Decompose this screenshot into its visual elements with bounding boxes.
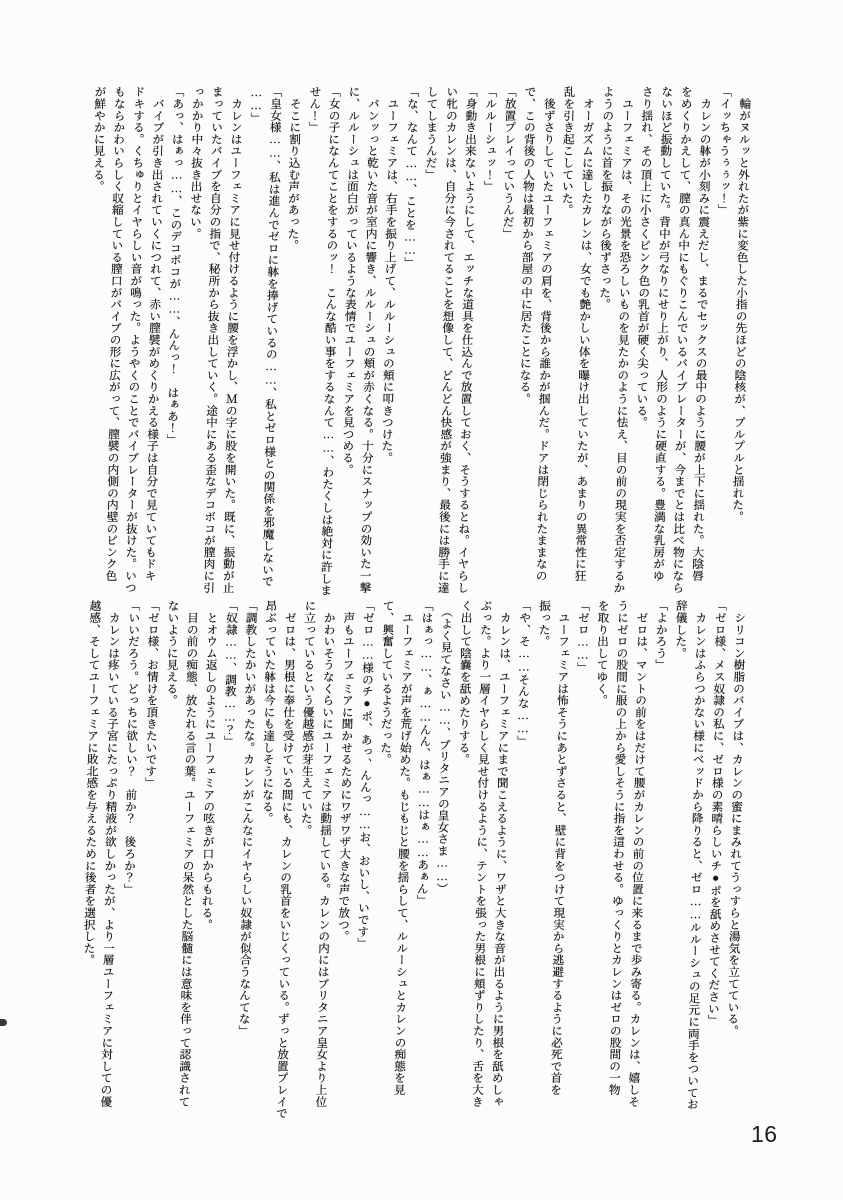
text-column: ドキする。くちゅりとイヤらしい音が鳴った。ようやくのことでバイブレーターが抜けた。いつ bbox=[124, 86, 147, 594]
text-column: カレンはユーフェミアに見せ付けるように腰を浮かし、Ｍの字に股を開いた。既に、振動が止 bbox=[221, 86, 244, 594]
text-column: ぶった。より一層イヤらしく見せ付けるように、テントを張った男根に頬ずりしたり、舌を大き bbox=[471, 600, 493, 1108]
text-column: ないように見える。 bbox=[165, 600, 181, 707]
text-column: ……」 bbox=[249, 86, 264, 125]
text-column: してしまうんだ」 bbox=[424, 86, 440, 181]
text-column: をめくりかえして、膣の真ん中にもぐりこんでいるバイブレーターが、今までとは比べ物になら bbox=[671, 86, 694, 594]
text-column: かわいそうなくらいにユーフェミアは動揺している。カレンの内にはブリタニア皇女より上位 bbox=[314, 600, 337, 1108]
text-column: 「あっ、はぁっ……、このデコボコが……、んんっ！ はぁあ！」 bbox=[165, 86, 186, 446]
text-column: 「はぁっ……、ぁ……んん、はぁ……はぁ……あぁん」 bbox=[415, 600, 435, 907]
text-column: っかかり中々抜き出せない。 bbox=[189, 86, 205, 240]
text-column: 「奴隷……、調教……？」 bbox=[223, 600, 239, 748]
text-column: 振った。 bbox=[537, 600, 552, 648]
text-column: 乱を引き起こしていた。 bbox=[560, 86, 577, 216]
text-column: もならかわいらしく収縮している膣口がバイブの形に広がって、膣襞の内側の内壁のピンク色 bbox=[104, 86, 127, 582]
text-column: ユーフェミアは怖そうにあとずさると、壁に背をつけて現実から逃避するように必死で首を bbox=[549, 600, 572, 1096]
text-column: 「皇女様……、私は進んでゼロに躰を捧げているの……、私とゼロ様との関係を邪魔しないで bbox=[261, 86, 283, 588]
text-column: 「ルルーシュッ！」 bbox=[483, 86, 498, 193]
text-column: ゼロは、男根に奉仕を受けている間にも、カレンの乳首をいじくっている。ずっと放置プレイで bbox=[275, 600, 298, 1120]
text-column: まっていたバイブを自分の指で、秘所から抜き出していく。途中にある歪なデコボコが膣肉に引 bbox=[202, 86, 225, 594]
text-column: ようのように首を振りながら後ずさった。 bbox=[598, 86, 616, 311]
text-column: い牝のカレンは、自分に今されてることを想像して、どんどん快感が強まり、最後には勝手に達 bbox=[436, 86, 459, 594]
text-column: 「放置プレイっていうんだ」 bbox=[501, 86, 518, 240]
text-column: 「身動き出来ないようにして、エッチな道具を仕込んで放置しておく、そうするとね。イヤらし bbox=[456, 86, 479, 594]
text-column: カレンは疼いている子宮にたっぷり精液が欲しかったが、より一層ユーフェミアに対しての優 bbox=[99, 600, 122, 1108]
text-column: ユーフェミアが声を荒げ始めた。もじもじと腰を揺らして、ルルーシュとカレンの痴態を見 bbox=[393, 600, 415, 1096]
text-column: うにゼロの股間に服の上から愛しそうに指を這わせる。ゆっくりとカレンはゼロの股間の一物 bbox=[608, 600, 630, 1096]
text-column: せん！」 bbox=[308, 86, 322, 134]
text-column: バイブが引き出されていくにつれて、赤い膣襞がめくりかえる様子は自分で見ていてもドキ bbox=[143, 86, 166, 582]
text-column: カレンは、ユーフェミアにまで聞こえるように、ワザと大きな音が出るように男根を舐めしゃ bbox=[490, 600, 513, 1108]
text-column: 「ゼロ……」 bbox=[576, 600, 591, 674]
text-column: を取り出してゆく。 bbox=[595, 600, 611, 707]
text-column: 「いいだろう。どっちに欲しい？ 前か？ 後ろか？」 bbox=[122, 600, 142, 895]
text-column: 目の前の痴態、放たれる言の葉。ユーフェミアの呆然とした脳髄には意味を伴って認識されて bbox=[177, 600, 200, 1108]
text-block-top bbox=[82, 86, 755, 597]
text-column: 「女の子になんてことをするのッ！ こんな酷い事をするなんて……、わたくしは絶対に許しま bbox=[319, 86, 342, 597]
text-column: 越感、そしてユーフェミアに敗北感を与えるために後者を選択した。 bbox=[82, 600, 102, 966]
text-block-bottom bbox=[77, 600, 750, 1120]
text-column: ユーフェミアは、その光景を恐ろしいものを見たかのように怯え、目の前の現実を否定するか bbox=[612, 86, 635, 594]
text-column: ゼロは、マントの前をはだけて腰がカレンの前の位置に来るまで歩み寄る。カレンは、嬉しそ bbox=[627, 600, 650, 1108]
text-column: に、ルルーシュは面白がっているような表情でユーフェミアを見つめる。 bbox=[341, 86, 362, 476]
text-column: が鮮やかに見える。 bbox=[92, 86, 107, 193]
text-column: 後ずさりしていたユーフェミアの肩を、背後から誰かが掴んだ。ドアは閉じられたままなの bbox=[534, 86, 557, 582]
text-column: そこに割り込む声があった。 bbox=[286, 86, 303, 252]
text-column: 「や、そ……そんな……」 bbox=[516, 600, 532, 748]
text-column: 「ゼロ様、お情けを頂きたいです」 bbox=[144, 600, 161, 789]
page-number: 16 bbox=[751, 1121, 778, 1147]
text-column: 「イッちゃうぅぅッ！」 bbox=[717, 86, 733, 216]
text-column: ユーフェミアは、右手を振り上げて、ルルーシュの頬に叩きつけた。 bbox=[380, 86, 401, 464]
scan-artifact-speck bbox=[0, 1019, 7, 1026]
text-column: （よく見てなさい……、ブリタニアの皇女さま……） bbox=[435, 600, 454, 895]
text-column: オーガズムに達したカレンは、女でも艶かしい体を曝け出していたが、あまりの異常性に狂 bbox=[573, 86, 596, 582]
text-column: 輪がヌルッと外れたが紫に変色した小指の先ほどの陰核が、プルプルと揺れた。 bbox=[731, 86, 752, 523]
text-column: 「な、なんて……、ことを……」 bbox=[403, 86, 420, 269]
text-column: 「ゼロ様、メス奴隷の私に、ゼロ様の素晴らしいチ●ポを舐めさせてください」 bbox=[707, 600, 728, 1027]
text-column: シリコン樹脂のバイブは、カレンの蜜にまみれてうっすらと湯気を立てている。 bbox=[726, 600, 747, 1037]
text-column: に立っているという優越感が芽生えていた。 bbox=[299, 600, 317, 836]
text-column: 昂ぶっていた躰は今にも達しそうになる。 bbox=[260, 600, 278, 825]
text-column: とオウム返しのようにユーフェミアの呟きが口からもれる。 bbox=[200, 600, 220, 931]
text-column: 「調教したかいがあったな。カレンがこんなにイヤらしい奴隷が似合うなんてな」 bbox=[237, 600, 259, 1037]
text-column: カレンの躰が小刻みに震えだし、まるでセックスの最中のように腰が上下に揺れた。大陰唇 bbox=[691, 86, 713, 582]
text-column: く出して陰嚢を舐めたりする。 bbox=[457, 600, 474, 766]
text-column: 「よかろう」 bbox=[654, 600, 669, 671]
text-column: 「ゼロ……様のチ●ポ、あっ、んんっ……お、おいし、いです」 bbox=[356, 600, 376, 950]
text-column: で、この背後の人物は最初から部屋の中に居たことになる。 bbox=[518, 86, 537, 405]
text-column: ないほど振動していた。背中が弓なりにせり上がり、人形のように硬直する。豊満な乳房がゆ bbox=[652, 86, 674, 582]
text-column: 声もユーフェミアに聞かせるためにワザワザ大きな声で放つ。 bbox=[337, 600, 357, 943]
text-column: 辞儀した。 bbox=[674, 600, 689, 659]
text-column: さり揺れ、その頂上に小さくピンク色の乳首が硬く尖っている。 bbox=[635, 86, 655, 429]
text-column: パンッっと乾いた音が室内に響き、ルルーシュの頬が赤くなる。十分にスナップの効いた一撃 bbox=[358, 86, 381, 594]
text-column: て、興奮しているようだった。 bbox=[379, 600, 396, 766]
text-column: カレンはふらつかない様にベッドから降りると、ゼロ……ルルーシュの足元に両手をついてお bbox=[686, 600, 708, 1111]
